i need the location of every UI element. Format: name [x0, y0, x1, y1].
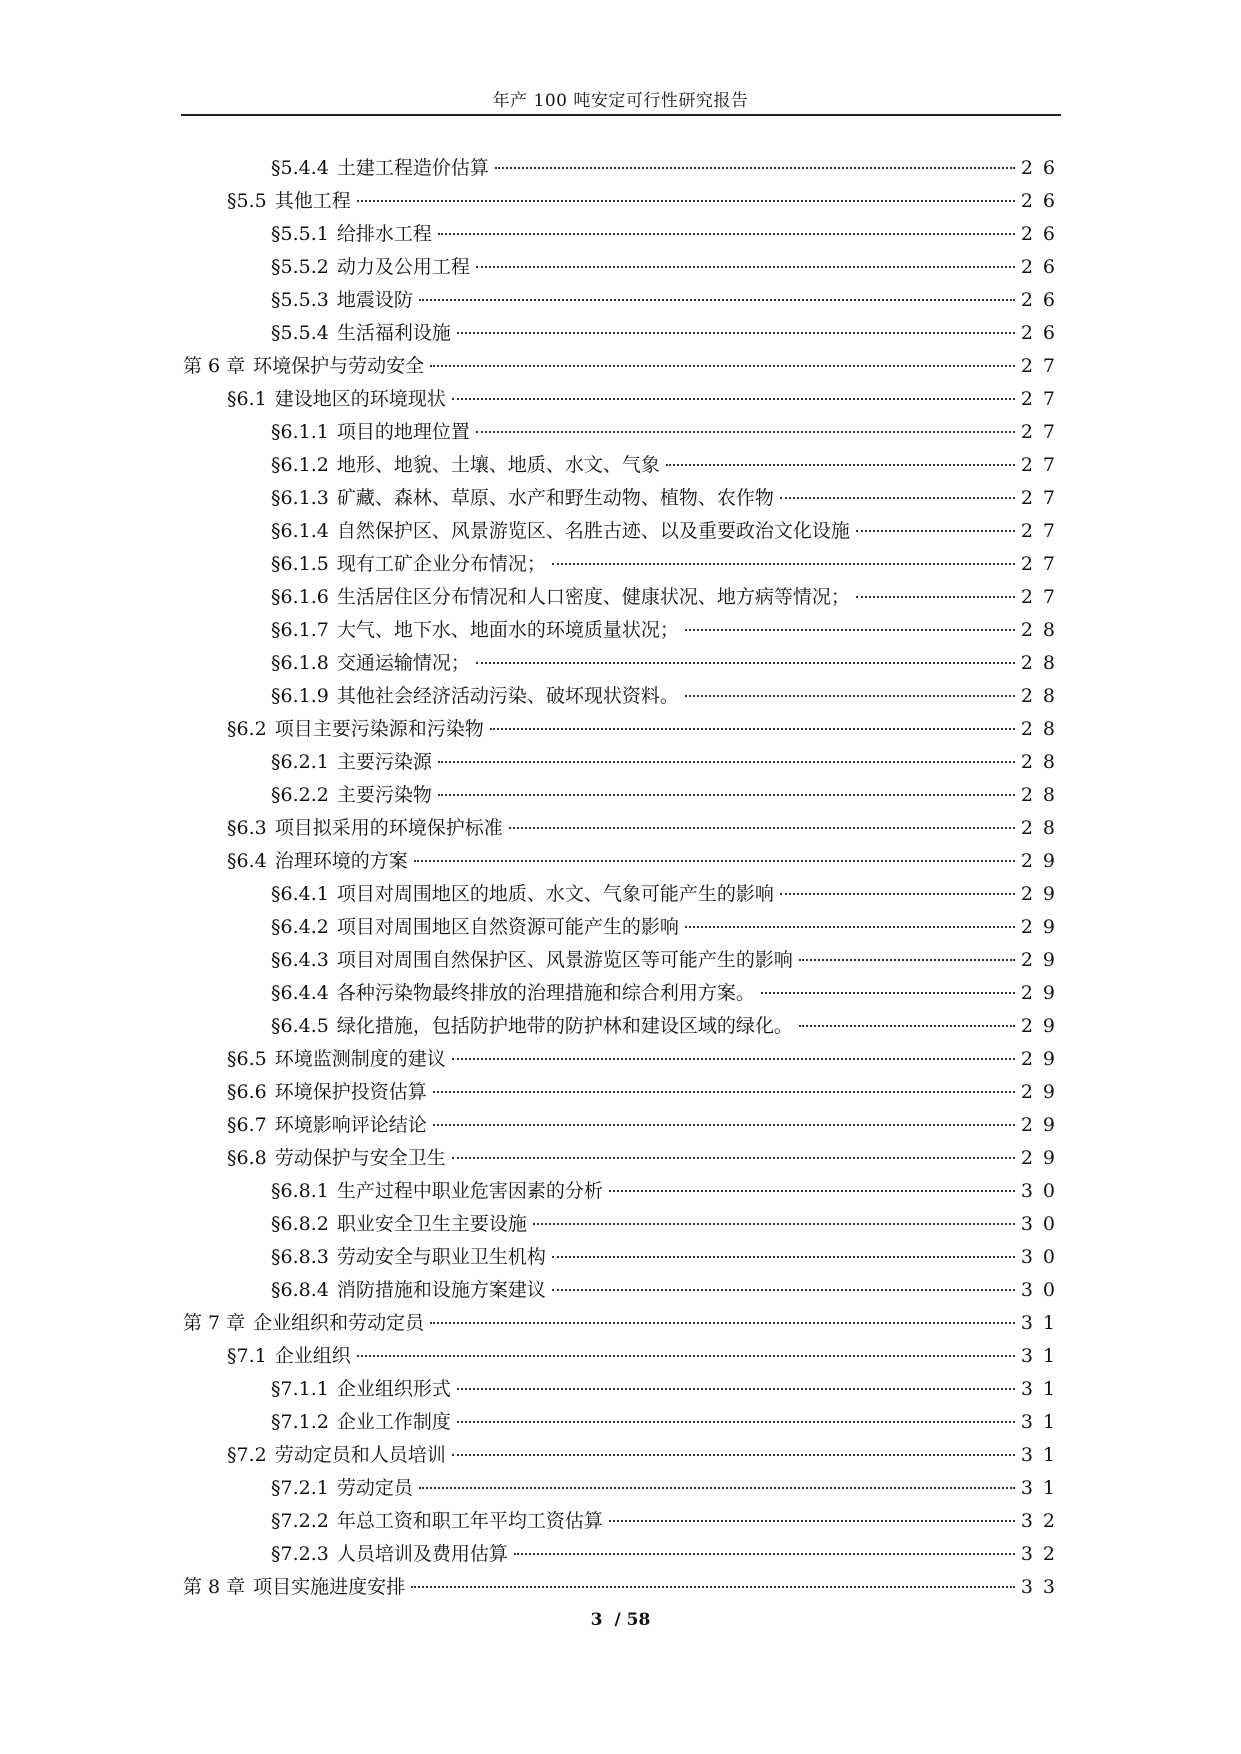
toc-entry-number: 第 8 章	[183, 1576, 246, 1598]
toc-entry-page: 27	[1020, 520, 1065, 542]
toc-entry-number: §6.1.9	[271, 685, 329, 707]
toc-dot-leader	[452, 398, 1015, 400]
toc-entry[interactable]	[183, 482, 1065, 515]
toc-dot-leader	[490, 728, 1015, 730]
toc-dot-leader	[452, 1058, 1015, 1060]
toc-dot-leader	[452, 1157, 1015, 1159]
toc-entry-page: 29	[1020, 982, 1065, 1004]
toc-entry-number: §6.4.5	[271, 1015, 329, 1037]
toc-entry[interactable]	[183, 185, 1065, 218]
toc-entry[interactable]	[183, 1439, 1065, 1472]
toc-entry-number: §6.1.4	[271, 520, 329, 542]
toc-entry-number: §7.2.1	[271, 1477, 329, 1499]
toc-entry-page: 30	[1020, 1180, 1065, 1202]
toc-dot-leader	[780, 497, 1015, 499]
toc-dot-leader	[533, 1223, 1015, 1225]
toc-dot-leader	[433, 1124, 1015, 1126]
toc-entry[interactable]	[183, 1571, 1065, 1604]
toc-entry-title: 生活居住区分布情况和人口密度、健康状况、地方病等情况；	[336, 586, 850, 608]
toc-entry-page: 31	[1020, 1312, 1065, 1334]
toc-dot-leader	[476, 266, 1015, 268]
toc-entry[interactable]	[183, 1175, 1065, 1208]
toc-entry-title: 治理环境的方案	[274, 850, 408, 872]
toc-entry-title: 项目实施进度安排	[253, 1576, 406, 1598]
toc-entry-page: 29	[1020, 1114, 1065, 1136]
toc-entry-page: 28	[1020, 619, 1065, 641]
toc-entry-number: §6.1.7	[271, 619, 329, 641]
toc-dot-leader	[509, 827, 1015, 829]
toc-dot-leader	[457, 1421, 1015, 1423]
toc-dot-leader	[476, 662, 1015, 664]
toc-entry[interactable]	[183, 317, 1065, 350]
toc-entry-page: 27	[1020, 454, 1065, 476]
toc-entry-number: §6.1.1	[271, 421, 329, 443]
toc-entry-page: 26	[1020, 157, 1065, 179]
toc-entry[interactable]	[183, 647, 1065, 680]
toc-entry-page: 26	[1020, 256, 1065, 278]
toc-entry[interactable]	[183, 1109, 1065, 1142]
toc-entry-title: 交通运输情况；	[336, 652, 470, 674]
toc-entry[interactable]	[183, 1043, 1065, 1076]
toc-entry[interactable]	[183, 1472, 1065, 1505]
toc-entry-number: §7.2	[227, 1444, 267, 1466]
toc-dot-leader	[552, 1256, 1015, 1258]
toc-entry-title: 矿藏、森林、草原、水产和野生动物、植物、农作物	[336, 487, 774, 509]
toc-dot-leader	[357, 1355, 1015, 1357]
toc-entry-number: §6.2.1	[271, 751, 329, 773]
toc-entry[interactable]	[183, 1505, 1065, 1538]
toc-dot-leader	[609, 1190, 1015, 1192]
toc-entry-number: §5.5.2	[271, 256, 329, 278]
toc-entry-page: 30	[1020, 1279, 1065, 1301]
toc-entry-title: 项目对周围地区自然资源可能产生的影响	[336, 916, 679, 938]
toc-entry-title: 绿化措施，包括防护地带的防护林和建设区域的绿化。	[336, 1015, 793, 1037]
toc-entry-title: 地震设防	[336, 289, 413, 311]
toc-dot-leader	[685, 629, 1015, 631]
toc-entry-title: 企业组织	[274, 1345, 351, 1367]
toc-entry-title: 自然保护区、风景游览区、名胜古迹、以及重要政治文化设施	[336, 520, 850, 542]
toc-entry-title: 土建工程造价估算	[336, 157, 489, 179]
toc-entry-number: §6.4.4	[271, 982, 329, 1004]
toc-entry-page: 29	[1020, 1147, 1065, 1169]
toc-dot-leader	[799, 959, 1015, 961]
toc-entry-page: 31	[1020, 1378, 1065, 1400]
toc-entry[interactable]	[183, 1241, 1065, 1274]
toc-dot-leader	[552, 1289, 1015, 1291]
toc-entry-page: 28	[1020, 652, 1065, 674]
toc-entry-title: 劳动安全与职业卫生机构	[336, 1246, 546, 1268]
toc-dot-leader	[552, 563, 1015, 565]
toc-entry-number: §6.1.5	[271, 553, 329, 575]
toc-entry-number: §7.2.3	[271, 1543, 329, 1565]
toc-entry[interactable]	[183, 1142, 1065, 1175]
toc-entry-page: 28	[1020, 784, 1065, 806]
toc-entry-title: 环境影响评论结论	[274, 1114, 427, 1136]
toc-entry[interactable]	[183, 1010, 1065, 1043]
toc-entry[interactable]	[183, 416, 1065, 449]
toc-dot-leader	[476, 431, 1015, 433]
toc-dot-leader	[452, 1454, 1015, 1456]
toc-entry[interactable]	[183, 614, 1065, 647]
toc-entry-page: 28	[1020, 817, 1065, 839]
toc-entry[interactable]	[183, 1076, 1065, 1109]
toc-entry-number: §6.1	[227, 388, 267, 410]
toc-entry-title: 人员培训及费用估算	[336, 1543, 508, 1565]
page-footer	[0, 1610, 1241, 1630]
toc-entry-page: 27	[1020, 586, 1065, 608]
toc-entry-number: §5.4.4	[271, 157, 329, 179]
toc-entry-number: §5.5.1	[271, 223, 329, 245]
toc-entry-number: §7.1.2	[271, 1411, 329, 1433]
toc-dot-leader	[433, 1091, 1015, 1093]
toc-dot-leader	[457, 1388, 1015, 1390]
toc-entry-number: §6.2	[227, 718, 267, 740]
toc-entry[interactable]	[183, 152, 1065, 185]
toc-entry-page: 31	[1020, 1345, 1065, 1367]
toc-entry-title: 生产过程中职业危害因素的分析	[336, 1180, 603, 1202]
toc-dot-leader	[514, 1553, 1015, 1555]
toc-entry-title: 动力及公用工程	[336, 256, 470, 278]
toc-entry-number: §6.4.2	[271, 916, 329, 938]
toc-entry-page: 26	[1020, 289, 1065, 311]
toc-dot-leader	[666, 464, 1015, 466]
toc-dot-leader	[438, 794, 1015, 796]
toc-dot-leader	[430, 1322, 1015, 1324]
toc-entry-page: 32	[1020, 1543, 1065, 1565]
toc-dot-leader	[609, 1520, 1015, 1522]
toc-entry[interactable]	[183, 680, 1065, 713]
toc-dot-leader	[457, 332, 1015, 334]
toc-dot-leader	[780, 893, 1015, 895]
toc-entry-number: §7.1	[227, 1345, 267, 1367]
toc-entry-number: §6.8.4	[271, 1279, 329, 1301]
toc-entry-title: 项目对周围自然保护区、风景游览区等可能产生的影响	[336, 949, 793, 971]
toc-entry[interactable]	[183, 548, 1065, 581]
toc-dot-leader	[414, 860, 1015, 862]
toc-entry[interactable]	[183, 944, 1065, 977]
toc-entry-number: §6.5	[227, 1048, 267, 1070]
toc-dot-leader	[685, 695, 1015, 697]
toc-entry-page: 27	[1020, 553, 1065, 575]
toc-entry-title: 劳动定员	[336, 1477, 413, 1499]
toc-entry-page: 31	[1020, 1411, 1065, 1433]
toc-entry-number: §6.8.3	[271, 1246, 329, 1268]
toc-dot-leader	[419, 1487, 1015, 1489]
toc-entry-page: 30	[1020, 1213, 1065, 1235]
toc-entry[interactable]	[183, 911, 1065, 944]
toc-entry-page: 29	[1020, 1015, 1065, 1037]
toc-entry-number: §6.1.8	[271, 652, 329, 674]
toc-entry[interactable]	[183, 251, 1065, 284]
toc-entry-title: 主要污染物	[336, 784, 432, 806]
toc-dot-leader	[438, 233, 1015, 235]
toc-entry-title: 企业组织和劳动定员	[253, 1312, 425, 1334]
page-separator: /	[614, 1610, 621, 1630]
toc-entry-title: 职业安全卫生主要设施	[336, 1213, 527, 1235]
toc-entry-page: 32	[1020, 1510, 1065, 1532]
toc-entry[interactable]	[183, 1406, 1065, 1439]
toc-entry-number: §5.5	[227, 190, 267, 212]
toc-entry[interactable]	[183, 746, 1065, 779]
toc-dot-leader	[411, 1586, 1015, 1588]
toc-entry-number: §6.1.6	[271, 586, 329, 608]
toc-entry-number: 第 7 章	[183, 1312, 246, 1334]
toc-entry[interactable]	[183, 1538, 1065, 1571]
toc-entry-number: §6.8.1	[271, 1180, 329, 1202]
toc-entry-page: 27	[1020, 487, 1065, 509]
toc-entry-title: 环境保护投资估算	[274, 1081, 427, 1103]
toc-dot-leader	[419, 299, 1015, 301]
toc-entry-number: §6.2.2	[271, 784, 329, 806]
toc-entry[interactable]	[183, 581, 1065, 614]
toc-entry-number: §6.8.2	[271, 1213, 329, 1235]
toc-entry-title: 劳动保护与安全卫生	[274, 1147, 446, 1169]
toc-entry-page: 27	[1020, 421, 1065, 443]
toc-entry-number: §7.1.1	[271, 1378, 329, 1400]
toc-entry-title: 给排水工程	[336, 223, 432, 245]
toc-entry-title: 其他工程	[274, 190, 351, 212]
toc-entry-title: 生活福利设施	[336, 322, 451, 344]
toc-entry[interactable]	[183, 383, 1065, 416]
toc-entry-number: §6.6	[227, 1081, 267, 1103]
toc-entry-page: 31	[1020, 1444, 1065, 1466]
toc-entry[interactable]	[183, 812, 1065, 845]
toc-entry-page: 28	[1020, 718, 1065, 740]
toc-entry[interactable]	[183, 515, 1065, 548]
toc-entry-number: §6.4.1	[271, 883, 329, 905]
toc-entry-title: 企业组织形式	[336, 1378, 451, 1400]
toc-entry-page: 27	[1020, 388, 1065, 410]
toc-entry[interactable]	[183, 1307, 1065, 1340]
toc-entry[interactable]	[183, 1340, 1065, 1373]
toc-entry[interactable]	[183, 713, 1065, 746]
toc-entry-page: 26	[1020, 322, 1065, 344]
toc-entry-number: §6.7	[227, 1114, 267, 1136]
toc-entry-number: §6.4.3	[271, 949, 329, 971]
toc-dot-leader	[430, 365, 1015, 367]
toc-entry-title: 环境监测制度的建议	[274, 1048, 446, 1070]
toc-entry-title: 建设地区的环境现状	[274, 388, 446, 410]
total-pages: 58	[626, 1610, 651, 1630]
toc-entry[interactable]	[183, 1208, 1065, 1241]
toc-entry-number: §6.1.3	[271, 487, 329, 509]
current-page-number: 3	[590, 1610, 603, 1630]
toc-entry[interactable]	[183, 449, 1065, 482]
toc-entry-number: 第 6 章	[183, 355, 246, 377]
toc-entry[interactable]	[183, 977, 1065, 1010]
toc-entry-number: §6.8	[227, 1147, 267, 1169]
toc-dot-leader	[685, 926, 1015, 928]
toc-entry-number: §6.1.2	[271, 454, 329, 476]
toc-entry[interactable]	[183, 878, 1065, 911]
toc-entry-title: 年总工资和职工年平均工资估算	[336, 1510, 603, 1532]
toc-entry-page: 29	[1020, 1048, 1065, 1070]
toc-entry[interactable]	[183, 284, 1065, 317]
toc-entry-page: 29	[1020, 916, 1065, 938]
toc-entry[interactable]	[183, 218, 1065, 251]
toc-entry-page: 28	[1020, 685, 1065, 707]
toc-dot-leader	[438, 761, 1015, 763]
toc-entry-page: 33	[1020, 1576, 1065, 1598]
running-header-title: 年产 100 吨安定可行性研究报告	[492, 91, 749, 111]
toc-entry-page: 28	[1020, 751, 1065, 773]
toc-entry-title: 主要污染源	[336, 751, 432, 773]
toc-dot-leader	[761, 992, 1015, 994]
toc-entry-title: 环境保护与劳动安全	[253, 355, 425, 377]
toc-entry-title: 项目对周围地区的地质、水文、气象可能产生的影响	[336, 883, 774, 905]
toc-entry-title: 企业工作制度	[336, 1411, 451, 1433]
toc-entry-page: 29	[1020, 883, 1065, 905]
toc-entry-title: 大气、地下水、地面水的环境质量状况；	[336, 619, 679, 641]
toc-entry-title: 消防措施和设施方案建议	[336, 1279, 546, 1301]
toc-entry-page: 31	[1020, 1477, 1065, 1499]
toc-dot-leader	[856, 596, 1015, 598]
toc-entry-number: §6.4	[227, 850, 267, 872]
toc-entry-page: 26	[1020, 190, 1065, 212]
toc-entry-page: 27	[1020, 355, 1065, 377]
toc-entry-page: 26	[1020, 223, 1065, 245]
toc-entry-title: 项目拟采用的环境保护标准	[274, 817, 503, 839]
toc-entry-page: 29	[1020, 850, 1065, 872]
toc-entry[interactable]	[183, 845, 1065, 878]
toc-entry[interactable]	[183, 779, 1065, 812]
toc-dot-leader	[357, 200, 1015, 202]
toc-entry-number: §5.5.3	[271, 289, 329, 311]
toc-entry-page: 29	[1020, 1081, 1065, 1103]
toc-entry-number: §7.2.2	[271, 1510, 329, 1532]
toc-entry[interactable]	[183, 350, 1065, 383]
toc-entry-page: 29	[1020, 949, 1065, 971]
toc-dot-leader	[856, 530, 1015, 532]
header-rule	[181, 114, 1061, 116]
toc-dot-leader	[799, 1025, 1015, 1027]
toc-entry-title: 各种污染物最终排放的治理措施和综合利用方案。	[336, 982, 755, 1004]
toc-dot-leader	[495, 167, 1015, 169]
toc-entry-title: 现有工矿企业分布情况；	[336, 553, 546, 575]
toc-entry-number: §5.5.4	[271, 322, 329, 344]
toc-entry-title: 项目的地理位置	[336, 421, 470, 443]
toc-entry-title: 地形、地貌、土壤、地质、水文、气象	[336, 454, 660, 476]
table-of-contents	[183, 152, 1065, 1604]
toc-entry[interactable]	[183, 1274, 1065, 1307]
toc-entry-number: §6.3	[227, 817, 267, 839]
toc-entry-page: 30	[1020, 1246, 1065, 1268]
toc-entry-title: 项目主要污染源和污染物	[274, 718, 484, 740]
toc-entry-title: 劳动定员和人员培训	[274, 1444, 446, 1466]
toc-entry[interactable]	[183, 1373, 1065, 1406]
toc-entry-title: 其他社会经济活动污染、破坏现状资料。	[336, 685, 679, 707]
